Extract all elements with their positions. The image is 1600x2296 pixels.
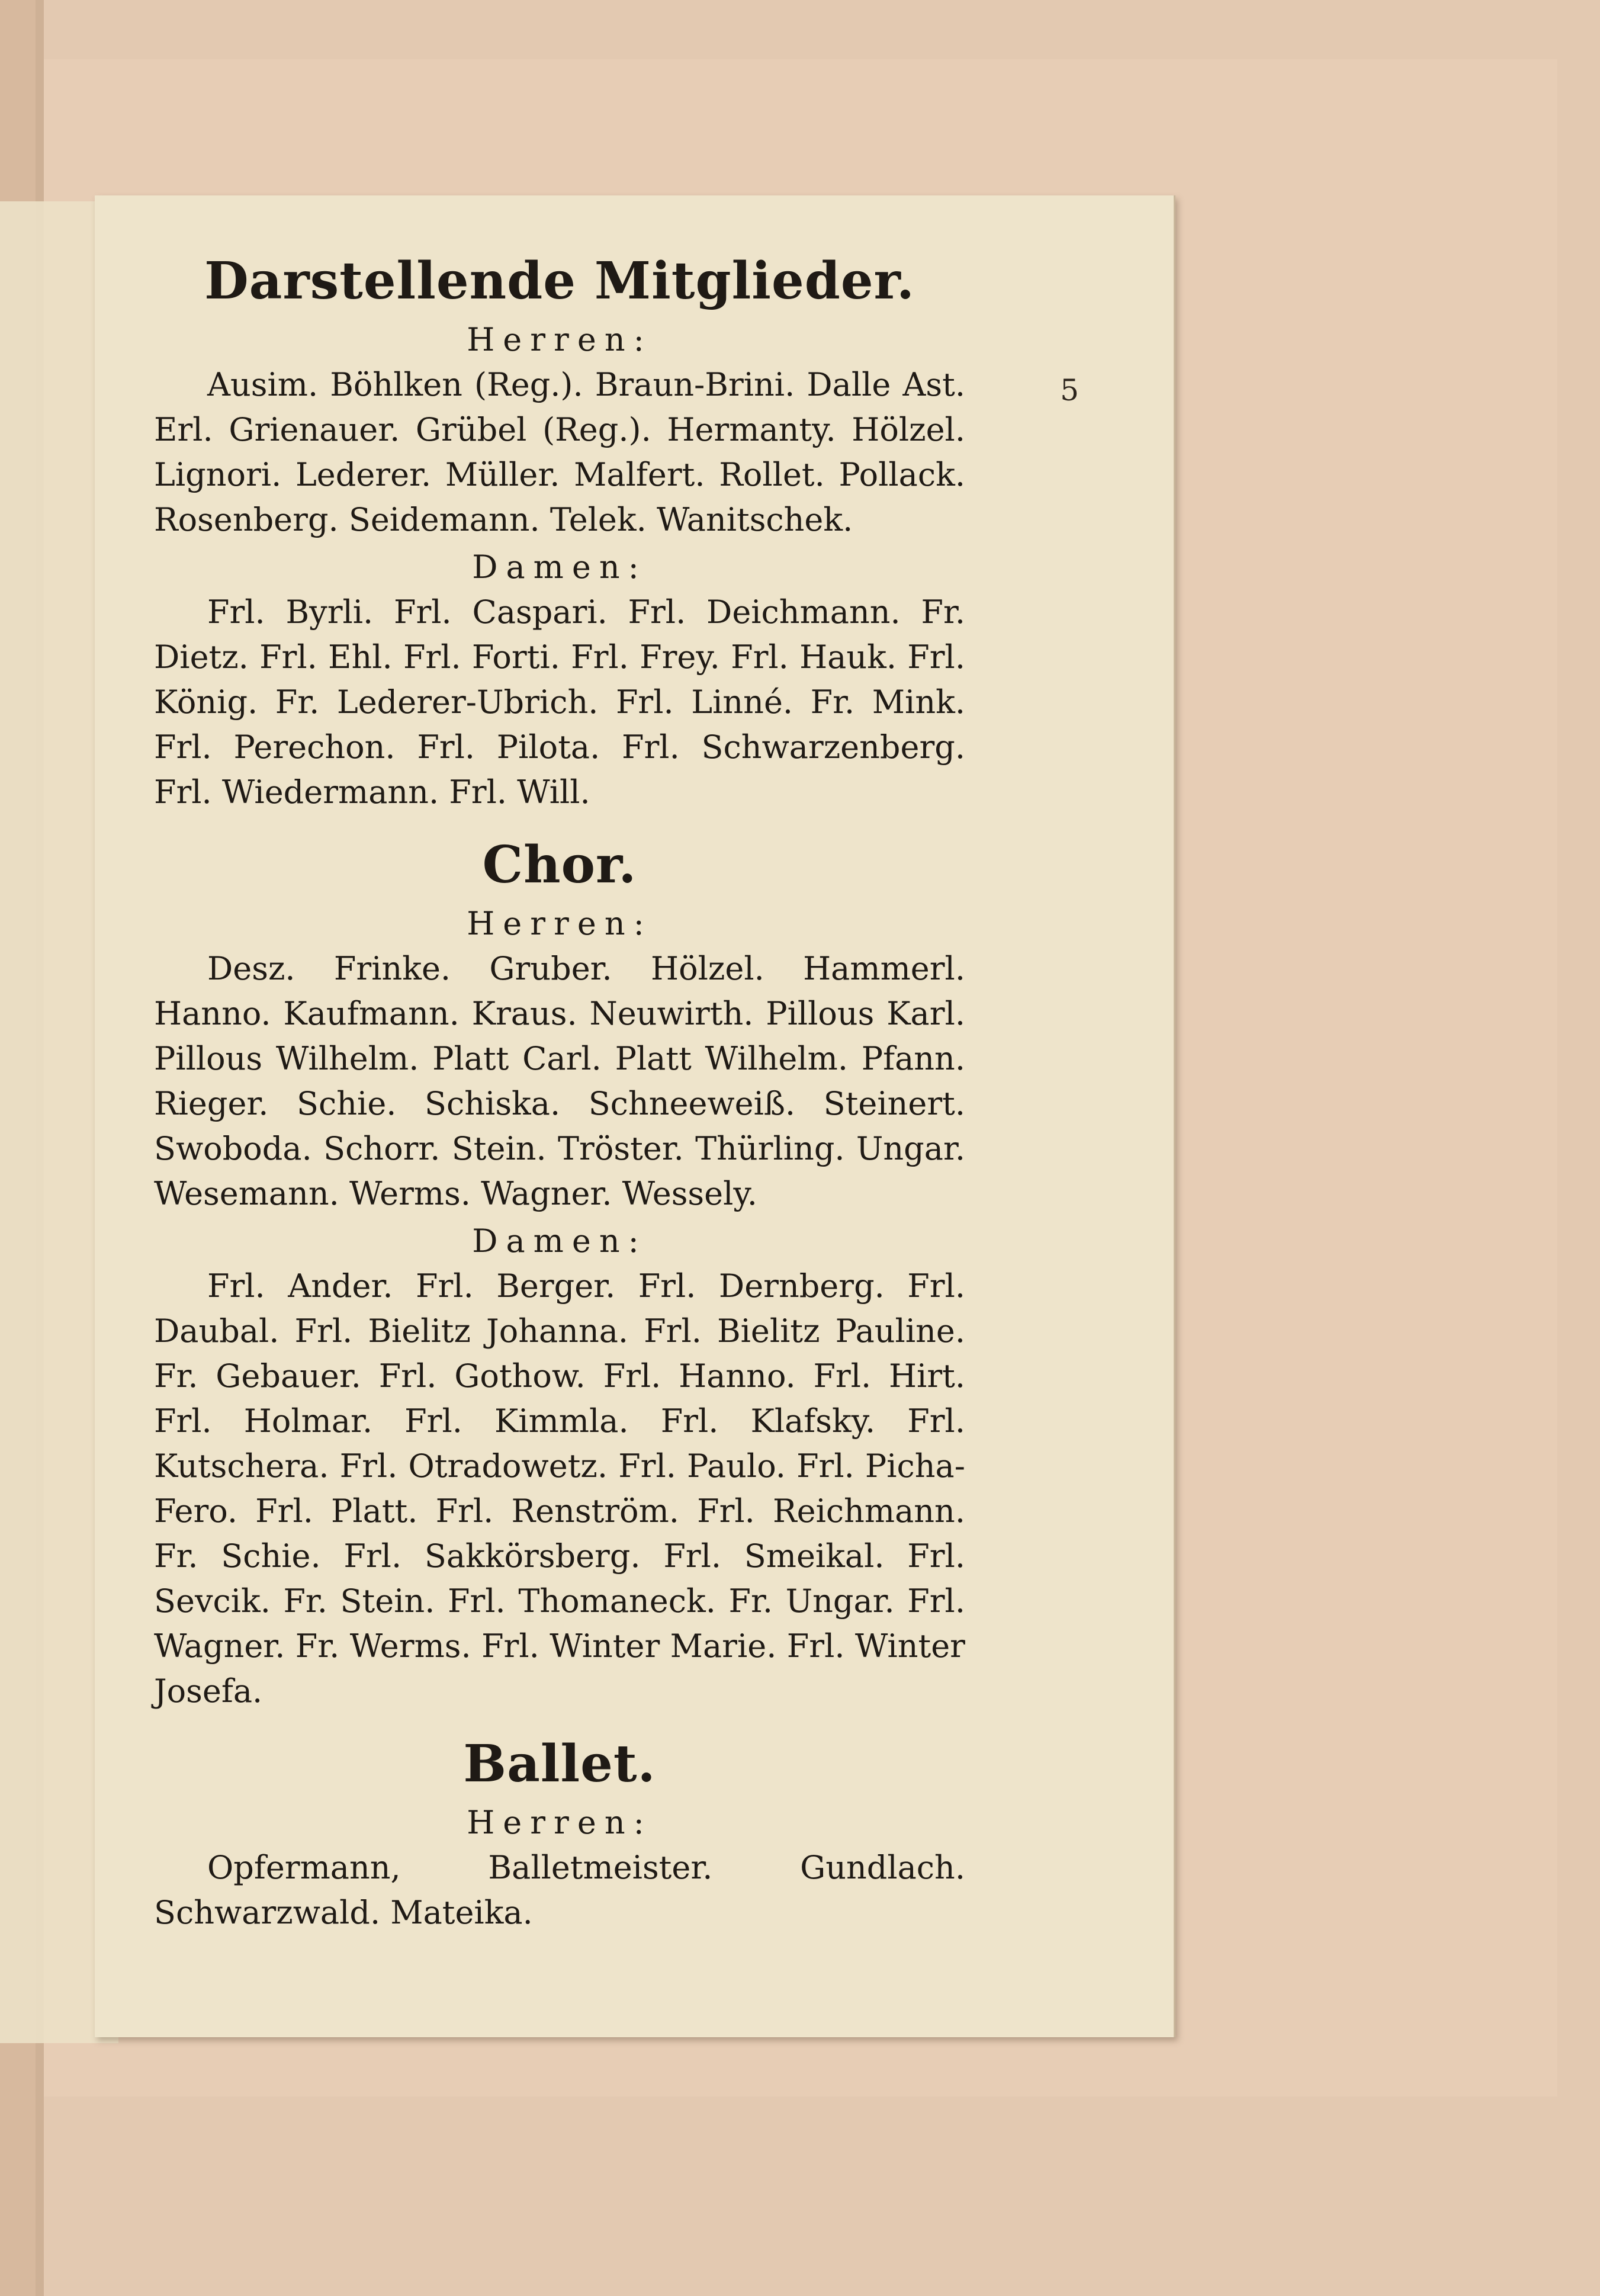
group-label-herren: Herren: [467,905,653,942]
page-content [154,249,965,1938]
member-list-paragraph: Frl. Ander. Frl. Berger. Frl. Dernberg. Frl. Daubal. Frl. Bielitz Johanna. Frl. Bielitz Pauline. Fr. Gebauer. Frl. Gothow. Frl. Hanno. Frl. Hirt. Frl. Holmar. Frl. Kimmla. Frl. Klafsky. Frl. Kutschera. Frl. Otradowetz. Frl. Paulo. Frl. Picha-Fero. Frl. Platt. Frl. Renström. Frl. Reichmann. Fr. Schie. Frl. Sakkörsberg. Frl. Smeikal. Frl. Sevcik. Fr. Stein. Frl. Thomaneck. Fr. Ungar. Frl. Wagner. Fr. Werms. Frl. Winter Marie. Frl. Winter Josefa. [154,1267,965,1710]
section-title-ballet: Ballet. [463,1734,656,1794]
group-label-herren: Herren: [467,1804,653,1841]
group-label-damen: Damen: [472,548,647,586]
member-list-paragraph: Desz. Frinke. Gruber. Hölzel. Hammerl. Hanno. Kaufmann. Kraus. Neuwirth. Pillous Karl. Pillous Wilhelm. Platt Carl. Platt Wilhelm. Pfann. Rieger. Schie. Schiska. Schneeweiß. Steinert. Swoboda. Schorr. Stein. Tröster. Thürling. Ungar. Wesemann. Werms. Wagner. Wessely. [154,950,965,1212]
group-label-herren: Herren: [467,321,653,358]
member-list-paragraph: Frl. Byrli. Frl. Caspari. Frl. Deichmann. Fr. Dietz. Frl. Ehl. Frl. Forti. Frl. Frey. Frl. Hauk. Frl. König. Fr. Lederer-Ubrich. Frl. Linné. Fr. Mink. Frl. Perechon. Frl. Pilota. Frl. Schwarzenberg. Frl. Wiedermann. Frl. Will. [154,593,965,811]
section-title-darstellende: Darstellende Mitglieder. [204,251,915,311]
member-list-paragraph: Ausim. Böhlken (Reg.). Braun-Brini. Dalle Ast. Erl. Grienauer. Grübel (Reg.). Hermanty. Hölzel. Lignori. Lederer. Müller. Malfert. Rollet. Pollack. Rosenberg. Seidemann. Telek. Wanitschek. [154,366,965,538]
section-title-chor: Chor. [482,835,637,895]
page-number: 5 [1060,373,1079,407]
member-list-paragraph: Opfermann, Balletmeister. Gundlach. Schwarzwald. Mateika. [154,1849,965,1931]
group-label-damen: Damen: [472,1222,647,1260]
